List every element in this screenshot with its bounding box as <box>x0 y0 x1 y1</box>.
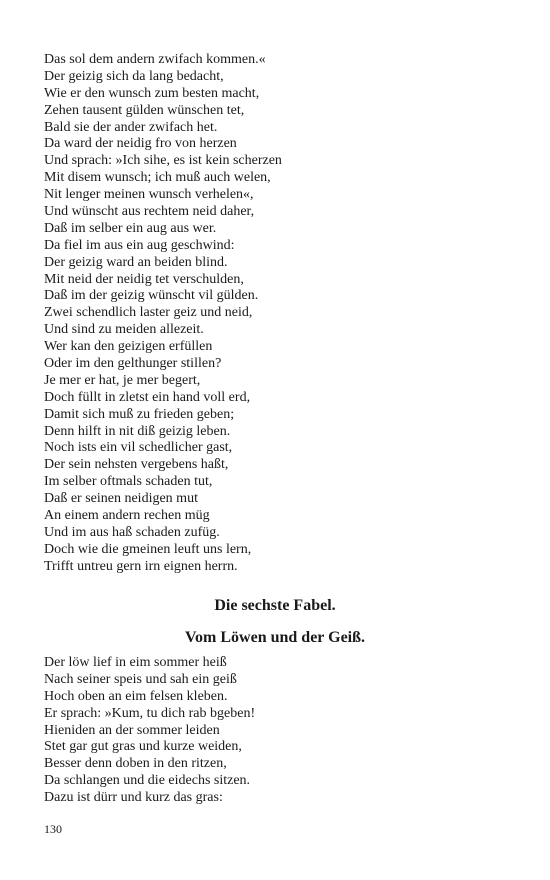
verse-line: Hoch oben an eim felsen kleben. <box>44 688 228 704</box>
verse-line: Denn hilft in nit diß geizig leben. <box>44 423 231 439</box>
verse-line: Stet gar gut gras und kurze weiden, <box>44 739 242 755</box>
verse-line: Da ward der neidig fro von herzen <box>44 136 237 152</box>
verse-line: Dazu ist dürr und kurz das gras: <box>44 790 223 806</box>
verse-line: Mit disem wunsch; ich muß auch welen, <box>44 170 271 186</box>
verse-line: Doch wie die gmeinen leuft uns lern, <box>44 541 252 557</box>
verse-line: Damit sich muß zu frieden geben; <box>44 406 235 422</box>
verse-line: Mit neid der neidig tet verschulden, <box>44 271 244 287</box>
verse-line: Der löw lief in eim sommer heiß <box>44 655 227 670</box>
verse-line: Zehen tausent gülden wünschen tet, <box>44 102 245 118</box>
fable-number-heading: Die sechste Fabel. <box>214 597 336 614</box>
verse-line: Nach seiner speis und sah ein geiß <box>44 671 237 687</box>
verse-line: Wer kan den geizigen erfüllen <box>44 339 213 355</box>
verse-line: Nit lenger meinen wunsch verhelen«, <box>44 187 254 203</box>
verse-line: Und sind zu meiden allezeit. <box>44 322 204 338</box>
verse-line: Zwei schendlich laster geiz und neid, <box>44 305 253 321</box>
verse-line: Er sprach: »Kum, tu dich rab bgeben! <box>44 705 256 721</box>
verse-block-part-one <box>44 52 514 576</box>
verse-line: Doch füllt in zletst ein hand voll erd, <box>44 389 251 405</box>
verse-line: Daß im selber ein aug aus wer. <box>44 220 217 236</box>
verse-line: Im selber oftmals schaden tut, <box>44 474 213 490</box>
verse-block-part-two <box>44 655 514 807</box>
verse-line: Trifft untreu gern irn eignen herrn. <box>44 558 238 574</box>
verse-line: Da fiel im aus ein aug geschwind: <box>44 237 235 253</box>
verse-line: Das sol dem andern zwifach kommen.« <box>44 52 266 67</box>
verse-line: Daß er seinen neidigen mut <box>44 491 198 507</box>
verse-line: Wie er den wunsch zum besten macht, <box>44 85 260 101</box>
verse-line: Hieniden an der sommer leiden <box>44 722 220 738</box>
verse-line: Oder im den gelthunger stillen? <box>44 356 222 372</box>
verse-line: Und sprach: »Ich sihe, es ist kein scherzen <box>44 153 282 169</box>
verse-line: Noch ists ein vil schedlicher gast, <box>44 440 233 456</box>
verse-line: Der geizig sich da lang bedacht, <box>44 68 224 84</box>
verse-line: Der geizig ward an beiden blind. <box>44 254 228 270</box>
verse-line: Der sein nehsten vergebens haßt, <box>44 457 229 473</box>
verse-line: Bald sie der ander zwifach het. <box>44 119 218 135</box>
verse-line: Und wünscht aus rechtem neid daher, <box>44 204 255 220</box>
page-number: 130 <box>44 822 62 836</box>
verse-line: Daß im der geizig wünscht vil gülden. <box>44 288 259 304</box>
verse-line: Je mer er hat, je mer begert, <box>44 372 201 388</box>
fable-title-heading: Vom Löwen und der Geiß. <box>184 629 366 646</box>
verse-line: An einem andern rechen müg <box>44 508 210 524</box>
verse-line: Besser denn doben in den ritzen, <box>44 756 227 772</box>
verse-line: Da schlangen und die eidechs sitzen. <box>44 773 251 789</box>
verse-line: Und im aus haß schaden zufüg. <box>44 524 220 540</box>
